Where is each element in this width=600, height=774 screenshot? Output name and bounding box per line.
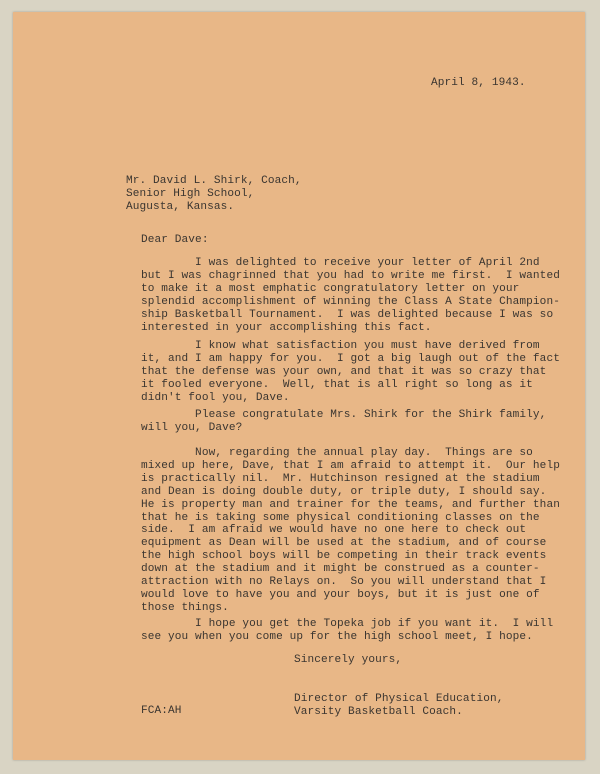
body-line: attraction with no Relays on. So you will understand that I bbox=[141, 576, 547, 589]
body-line: the high school boys will be competing in their track events bbox=[141, 550, 547, 563]
closing: Sincerely yours, bbox=[294, 654, 403, 666]
signature-title bbox=[294, 693, 503, 719]
body-line: it, and I am happy for you. I got a big laugh out of the fact bbox=[141, 352, 560, 365]
body-line: I hope you get the Topeka job if you want it. I will bbox=[141, 618, 554, 630]
body-line: didn't fool you, Dave. bbox=[141, 391, 290, 404]
letter-page bbox=[13, 12, 585, 760]
signature-line: Director of Physical Education, bbox=[294, 693, 504, 705]
typist-initials: FCA:AH bbox=[141, 705, 182, 717]
body-line: would love to have you and your boys, but it is just one of bbox=[141, 588, 540, 601]
body-line: is practically nil. Mr. Hutchinson resigned at the stadium bbox=[141, 472, 540, 485]
recipient-address bbox=[126, 175, 302, 214]
body-line: that he is taking some physical conditioning classes on the bbox=[141, 511, 540, 524]
body-line: I was delighted to receive your letter of April 2nd bbox=[141, 257, 540, 269]
paragraph-5 bbox=[141, 618, 553, 644]
paragraph-4 bbox=[141, 447, 560, 615]
address-line: Mr. David L. Shirk, Coach, bbox=[126, 175, 302, 187]
body-line: side. I am afraid we would have no one here to check out bbox=[141, 524, 527, 537]
body-line: Now, regarding the annual play day. Things are so bbox=[141, 447, 533, 459]
body-line: splendid accomplishment of winning the Class A State Champion- bbox=[141, 295, 560, 308]
paragraph-3 bbox=[141, 409, 546, 435]
paragraph-2 bbox=[141, 340, 560, 405]
body-line: that the defense was your own, and that it was so crazy that bbox=[141, 365, 547, 378]
signature-line: Varsity Basketball Coach. bbox=[294, 705, 463, 718]
letter-date: April 8, 1943. bbox=[431, 77, 526, 89]
body-line: those things. bbox=[141, 601, 229, 614]
body-line: down at the stadium and it might be construed as a counter- bbox=[141, 563, 540, 576]
body-line: I know what satisfaction you must have derived from bbox=[141, 340, 540, 352]
paragraph-1 bbox=[141, 257, 560, 334]
body-line: it fooled everyone. Well, that is all right so long as it bbox=[141, 378, 533, 391]
body-line: will you, Dave? bbox=[141, 421, 243, 434]
body-line: mixed up here, Dave, that I am afraid to attempt it. Our help bbox=[141, 459, 560, 472]
address-line: Augusta, Kansas. bbox=[126, 200, 235, 213]
body-line: interested in your accomplishing this fact. bbox=[141, 321, 432, 334]
body-line: He is property man and trainer for the teams, and further than bbox=[141, 498, 560, 511]
body-line: see you when you come up for the high school meet, I hope. bbox=[141, 630, 533, 643]
body-line: but I was chagrinned that you had to write me first. I wanted bbox=[141, 269, 560, 282]
body-line: ship Basketball Tournament. I was delighted because I was so bbox=[141, 308, 554, 321]
salutation: Dear Dave: bbox=[141, 234, 209, 246]
body-line: equipment as Dean will be used at the stadium, and of course bbox=[141, 537, 547, 550]
body-line: and Dean is doing double duty, or triple duty, I should say. bbox=[141, 485, 547, 498]
body-line: to make it a most emphatic congratulatory letter on your bbox=[141, 282, 520, 295]
body-line: Please congratulate Mrs. Shirk for the Shirk family, bbox=[141, 409, 547, 421]
address-line: Senior High School, bbox=[126, 187, 255, 200]
